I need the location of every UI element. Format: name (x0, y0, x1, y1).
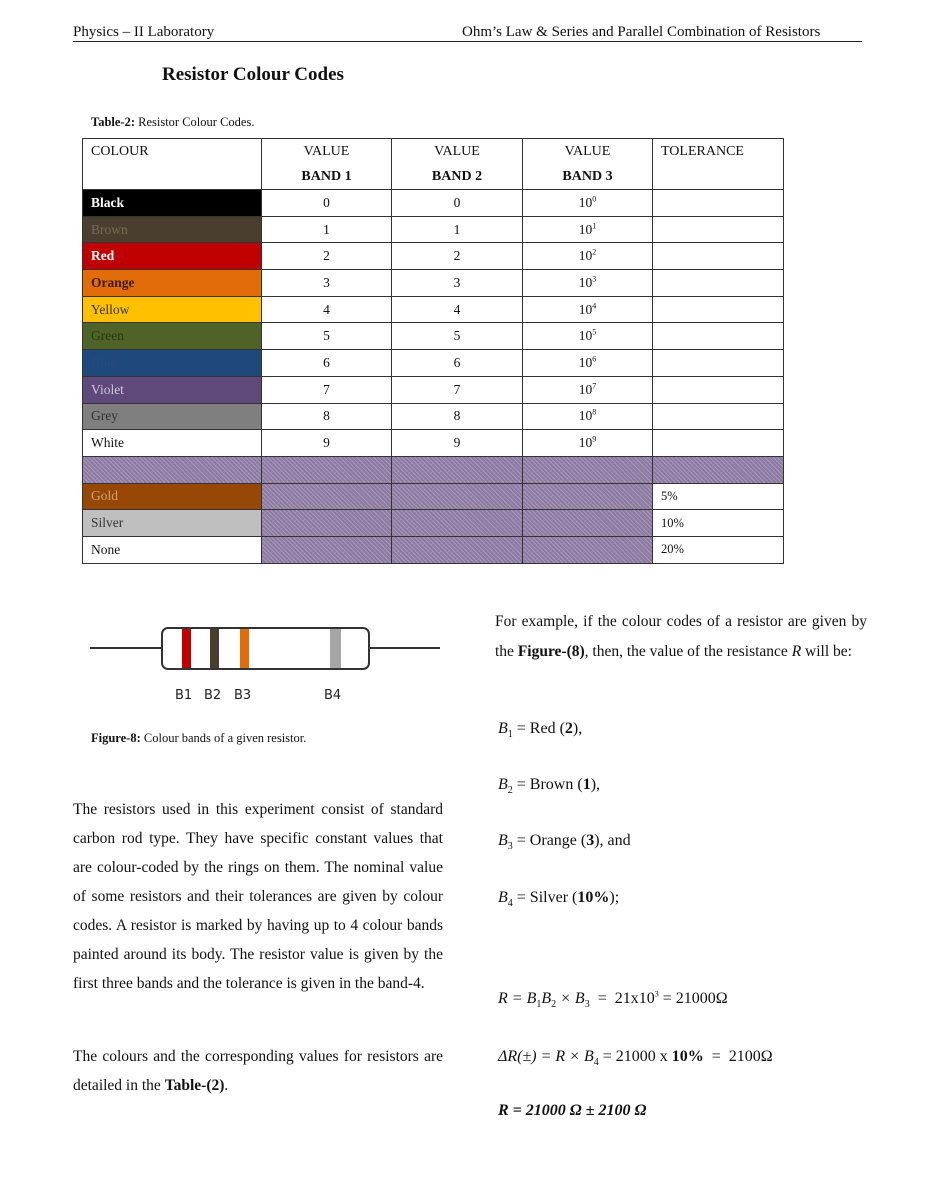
band1-cell: 2 (262, 243, 392, 270)
band3-cell (523, 403, 653, 430)
paragraph-example (495, 607, 867, 667)
paragraph-2-text: The colours and the corresponding values for resistors are detailed in the (73, 1048, 443, 1094)
calc-l1-times: × B (556, 990, 585, 1007)
band1-cell: 0 (262, 190, 392, 217)
table-row (83, 243, 784, 270)
colour-cell: Grey (83, 403, 262, 430)
band-label-b3: B3 (234, 688, 252, 703)
calc-l2-s4: 4 (593, 1057, 599, 1069)
multiplier-base: 10 (578, 381, 593, 397)
resistor-band-b2 (210, 629, 219, 668)
band-label-b1: B1 (175, 688, 193, 703)
multiplier-exponent: 7 (592, 381, 597, 391)
paragraph-resistors: The resistors used in this experiment consist of standard carbon rod type. They have specific constant values that are colour-coded by the rings on them. The nominal value of some resistors and their tolerances are given by colour codes. A resistor is marked by having up to 4 colour bands painted around its body. The resistor value is given by the first three bands and the tolerance is given in the band-4. (73, 801, 443, 992)
hatched-cell (392, 483, 523, 510)
band1-cell: 7 (262, 376, 392, 403)
multiplier-exponent: 8 (592, 407, 597, 417)
tolerance-cell (653, 350, 784, 377)
colour-cell: Black (83, 190, 262, 217)
band-subscript: 3 (507, 841, 513, 853)
calc-l2-bold: 10% (671, 1048, 704, 1065)
header-colour (83, 139, 262, 190)
colour-cell: Gold (83, 483, 262, 510)
multiplier-base: 10 (578, 274, 593, 290)
multiplier-base: 10 (578, 248, 593, 264)
colour-cell: Orange (83, 270, 262, 297)
multiplier-exponent: 0 (592, 194, 597, 204)
band-b3-value (498, 832, 631, 852)
tolerance-cell (653, 216, 784, 243)
colour-cell: Green (83, 323, 262, 350)
example-var: R (791, 643, 802, 660)
band-subscript: 2 (507, 785, 513, 797)
band3-cell (523, 350, 653, 377)
header-rule (73, 41, 862, 42)
hatched-cell (262, 483, 392, 510)
hatched-cell (653, 456, 784, 483)
figure-caption-text: Colour bands of a given resistor. (140, 731, 307, 745)
header-left-title: Physics – II Laboratory (73, 24, 215, 40)
band2-cell: 5 (392, 323, 523, 350)
multiplier-exponent: 9 (592, 434, 597, 444)
tolerance-cell (653, 296, 784, 323)
hatched-cell (262, 456, 392, 483)
example-text-a: For example, if the colour codes of a resistor are given by the (495, 613, 867, 660)
header-band3 (523, 139, 653, 190)
resistor-band-b3 (240, 629, 249, 668)
hatched-cell (523, 456, 653, 483)
tolerance-cell (653, 243, 784, 270)
band1-cell: 9 (262, 430, 392, 457)
band-end: ), (572, 720, 583, 737)
colour-cell: Blue (83, 350, 262, 377)
figure-caption (91, 731, 306, 746)
figure-caption-label: Figure-8: (91, 731, 141, 745)
multiplier-exponent: 1 (592, 221, 597, 231)
resistor-band-b4 (330, 629, 341, 668)
table-row (83, 216, 784, 243)
band-end: ), and (594, 832, 631, 849)
colour-cell: Red (83, 243, 262, 270)
band-eq: = Silver ( (512, 889, 578, 906)
hatched-cell (83, 456, 262, 483)
multiplier-base: 10 (578, 328, 593, 344)
band-b1-value (498, 720, 582, 740)
band-label-b2: B2 (204, 688, 222, 703)
paragraph-2-end: . (224, 1077, 229, 1094)
resistor-figure (88, 618, 448, 708)
paragraph-table-reference (73, 1042, 443, 1100)
colour-cell: White (83, 430, 262, 457)
hatched-cell (262, 536, 392, 563)
calc-l1-lhs: R = B (498, 990, 537, 1007)
band3-cell (523, 296, 653, 323)
example-ref: Figure-(8) (517, 643, 585, 660)
band-b4-value (498, 889, 619, 909)
tolerance-cell (653, 430, 784, 457)
band-eq: = Brown ( (512, 776, 583, 793)
multiplier-base: 10 (578, 408, 593, 424)
header-value-label: VALUE (303, 144, 350, 159)
band-symbol: B (498, 720, 508, 737)
table-caption-label: Table-2: (91, 115, 135, 129)
tolerance-cell (653, 376, 784, 403)
tolerance-cell (653, 270, 784, 297)
tolerance-cell (653, 323, 784, 350)
table-row (83, 403, 784, 430)
band3-cell (523, 216, 653, 243)
calc-l3: R = 21000 Ω ± 2100 Ω (498, 1102, 647, 1119)
band-symbol: B (498, 832, 508, 849)
calc-l1-s1: 1 (536, 999, 542, 1011)
table-header-row (83, 139, 784, 190)
band1-cell: 5 (262, 323, 392, 350)
band-end: ); (609, 889, 620, 906)
multiplier-exponent: 6 (592, 354, 597, 364)
band1-cell: 6 (262, 350, 392, 377)
tolerance-cell: 20% (653, 536, 784, 563)
hatched-cell (392, 456, 523, 483)
multiplier-exponent: 4 (592, 301, 597, 311)
colour-cell: Violet (83, 376, 262, 403)
calc-tolerance-line (498, 1048, 773, 1068)
band-val: 1 (582, 776, 591, 793)
multiplier-exponent: 5 (592, 327, 597, 337)
calc-l2-lhs: ΔR(±) = R × B (498, 1048, 594, 1065)
band-val: 3 (586, 832, 595, 849)
band-eq: = Orange ( (512, 832, 587, 849)
table-caption-text: Resistor Colour Codes. (135, 115, 255, 129)
multiplier-exponent: 2 (592, 247, 597, 257)
header-band3-label: BAND 3 (562, 169, 613, 184)
multiplier-base: 10 (578, 194, 593, 210)
band3-cell (523, 430, 653, 457)
tolerance-row (83, 510, 784, 537)
band-eq: = Red ( (512, 720, 565, 737)
calc-l1-s2: 2 (551, 999, 557, 1011)
band2-cell: 1 (392, 216, 523, 243)
table-row (83, 430, 784, 457)
header-tolerance-label: TOLERANCE (661, 144, 744, 159)
hatched-cell (392, 536, 523, 563)
band2-cell: 3 (392, 270, 523, 297)
header-band2 (392, 139, 523, 190)
colour-cell: Yellow (83, 296, 262, 323)
table-spacer-row (83, 456, 784, 483)
table-row (83, 376, 784, 403)
band2-cell: 0 (392, 190, 523, 217)
calc-l2-mid: = 21000 x (598, 1048, 672, 1065)
header-tolerance (653, 139, 784, 190)
band3-cell (523, 270, 653, 297)
colour-code-table (82, 138, 784, 564)
band3-cell (523, 376, 653, 403)
table-row (83, 296, 784, 323)
hatched-cell (523, 536, 653, 563)
hatched-cell (392, 510, 523, 537)
multiplier-base: 10 (578, 221, 593, 237)
calc-resistance-line (498, 990, 728, 1010)
band2-cell: 6 (392, 350, 523, 377)
table-row (83, 270, 784, 297)
band-symbol: B (498, 776, 508, 793)
table-row (83, 190, 784, 217)
tolerance-cell: 10% (653, 510, 784, 537)
band2-cell: 8 (392, 403, 523, 430)
table-row (83, 323, 784, 350)
colour-cell: Silver (83, 510, 262, 537)
band-symbol: B (498, 889, 508, 906)
calc-result-line (498, 1102, 646, 1120)
calc-l1-mid: B (541, 990, 552, 1007)
band-end: ), (590, 776, 601, 793)
header-band1 (262, 139, 392, 190)
calc-l2-rhs: = 2100Ω (703, 1048, 773, 1065)
colour-cell: Brown (83, 216, 262, 243)
table-row (83, 350, 784, 377)
band-label-b4: B4 (324, 688, 342, 703)
tolerance-row (83, 483, 784, 510)
band-b2-value (498, 776, 600, 796)
band3-cell (523, 190, 653, 217)
calc-l1-s3: 3 (584, 999, 590, 1011)
hatched-cell (262, 510, 392, 537)
example-text-b: , then, the value of the resistance (584, 643, 792, 660)
tolerance-cell (653, 190, 784, 217)
multiplier-base: 10 (578, 354, 593, 370)
hatched-cell (523, 483, 653, 510)
band-val: 10% (577, 889, 610, 906)
tolerance-cell: 5% (653, 483, 784, 510)
band3-cell (523, 323, 653, 350)
band2-cell: 2 (392, 243, 523, 270)
section-title: Resistor Colour Codes (162, 64, 344, 85)
calc-l1-exp: 3 (654, 989, 659, 999)
colour-cell: None (83, 536, 262, 563)
tolerance-row (83, 536, 784, 563)
example-text-c: will be: (801, 643, 852, 660)
header-band2-label: BAND 2 (431, 169, 483, 184)
header-right-title: Ohm’s Law & Series and Parallel Combination of Resistors (462, 24, 821, 40)
band-subscript: 1 (507, 729, 513, 741)
resistor-band-b1 (182, 629, 191, 668)
band1-cell: 3 (262, 270, 392, 297)
band1-cell: 1 (262, 216, 392, 243)
paragraph-2-ref: Table-(2) (164, 1077, 225, 1094)
band-val: 2 (564, 720, 573, 737)
band2-cell: 9 (392, 430, 523, 457)
calc-l1-rhs: = 21000Ω (658, 990, 728, 1007)
band2-cell: 4 (392, 296, 523, 323)
band1-cell: 4 (262, 296, 392, 323)
table-caption (91, 115, 254, 130)
header-value-label: VALUE (434, 144, 480, 159)
multiplier-base: 10 (578, 435, 593, 451)
header-band1-label: BAND 1 (301, 169, 352, 184)
tolerance-cell (653, 403, 784, 430)
hatched-cell (523, 510, 653, 537)
band3-cell (523, 243, 653, 270)
band-subscript: 4 (507, 898, 513, 910)
band1-cell: 8 (262, 403, 392, 430)
multiplier-base: 10 (578, 301, 593, 317)
multiplier-exponent: 3 (592, 274, 597, 284)
band2-cell: 7 (392, 376, 523, 403)
header-value-label: VALUE (564, 144, 611, 159)
calc-l1-eq: = 21x10 (589, 990, 655, 1007)
header-colour-label: COLOUR (91, 144, 149, 159)
